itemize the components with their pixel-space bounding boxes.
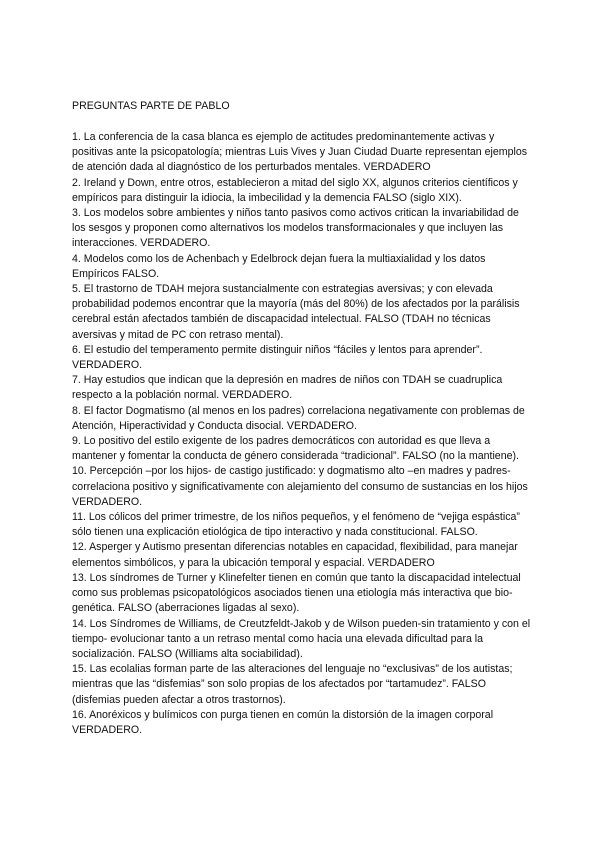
page-title: PREGUNTAS PARTE DE PABLO bbox=[72, 100, 230, 112]
question-item: 4. Modelos como los de Achenbach y Edelbrock dejan fuera la multiaxialidad y los datos Empíricos FALSO. bbox=[72, 252, 486, 280]
question-list bbox=[72, 130, 532, 738]
question-item: 6. El estudio del temperamento permite distinguir niños “fáciles y lentos para aprender”. VERDADERO. bbox=[72, 343, 483, 372]
question-item: 16. Anoréxicos y bulímicos con purga tienen en común la distorsión de la imagen corporal VERDADERO. bbox=[72, 708, 494, 736]
question-item: 8. El factor Dogmatismo (al menos en los padres) correlaciona negativamente con problemas de Atención, Hiperactividad y Conducta disocial. VERDADERO. bbox=[72, 404, 525, 432]
question-item: 12. Asperger y Autismo presentan diferencias notables en capacidad, flexibilidad, para manejar elementos simbólicos, y para la ubicación temporal y espacial. VERDADERO bbox=[72, 541, 518, 569]
question-item: 2. Ireland y Down, entre otros, establecieron a mitad del siglo XX, algunos criterios científicos y empíricos para distinguir la idiocia, la imbecilidad y la demencia FALSO (siglo XIX). bbox=[72, 176, 518, 204]
question-item: 1. La conferencia de la casa blanca es ejemplo de actitudes predominantemente activas y positivas ante la psicopatología; mientras Luis Vives y Juan Ciudad Duarte representan ejemplos de atención dada al diagnóstico de los perturbados mentales. VERDADERO bbox=[72, 131, 528, 174]
question-item: 14. Los Síndromes de Williams, de Creutzfeldt-Jakob y de Wilson pueden-sin tratamiento y con el tiempo- evolucionar tanto a un retraso mental como hacia una elevada dificultad para la socialización. FALSO (Williams alta sociabilidad). bbox=[72, 617, 531, 660]
question-item: 15. Las ecolalias forman parte de las alteraciones del lenguaje no “exclusivas” de los autistas; mientras que las “disfemias” son solo propias de los afectados por “tartamudez”. FALSO (disfemias pueden afectar a otros trastornos). bbox=[72, 663, 513, 706]
question-item: 11. Los cólicos del primer trimestre, de los niños pequeños, y el fenómeno de “vejiga espástica” sólo tienen una explicación etiológica de tipo interactivo y nada constitucional. FALSO. bbox=[72, 511, 520, 539]
question-item: 5. El trastorno de TDAH mejora sustancialmente con estrategias aversivas; y con elevada probabilidad podemos encontrar que la mayoría (más del 80%) de los afectados por la parálisis cerebral están afectados también de discapacidad intelectual. FALSO (TDAH no técnicas aversivas y mitad de PC con retraso mental). bbox=[72, 283, 520, 341]
question-item: 9. Lo positivo del estilo exigente de los padres democráticos con autoridad es que lleva a mantener y fomentar la conducta de género considerada “tradicional”. FALSO (no la mantiene). bbox=[72, 435, 519, 463]
question-item: 10. Percepción –por los hijos- de castigo justificado: y dogmatismo alto –en madres y padres- correlaciona positivo y significativamente con alejamiento del consumo de sustancias en los hijos VERDADERO. bbox=[72, 465, 528, 508]
question-item: 3. Los modelos sobre ambientes y niños tanto pasivos como activos critican la invariabilidad de los sesgos y proponen como alternativos los modelos transformacionales y que incluyen las interacciones. VERDADERO. bbox=[72, 207, 519, 250]
question-item: 13. Los síndromes de Turner y Klinefelter tienen en común que tanto la discapacidad intelectual como sus problemas psicopatológicos asociados tienen una etiología más interactiva que bio-genética. FALSO (aberraciones ligadas al sexo). bbox=[72, 571, 521, 615]
question-item: 7. Hay estudios que indican que la depresión en madres de niños con TDAH se cuadruplica respecto a la población normal. VERDADERO. bbox=[72, 374, 503, 402]
